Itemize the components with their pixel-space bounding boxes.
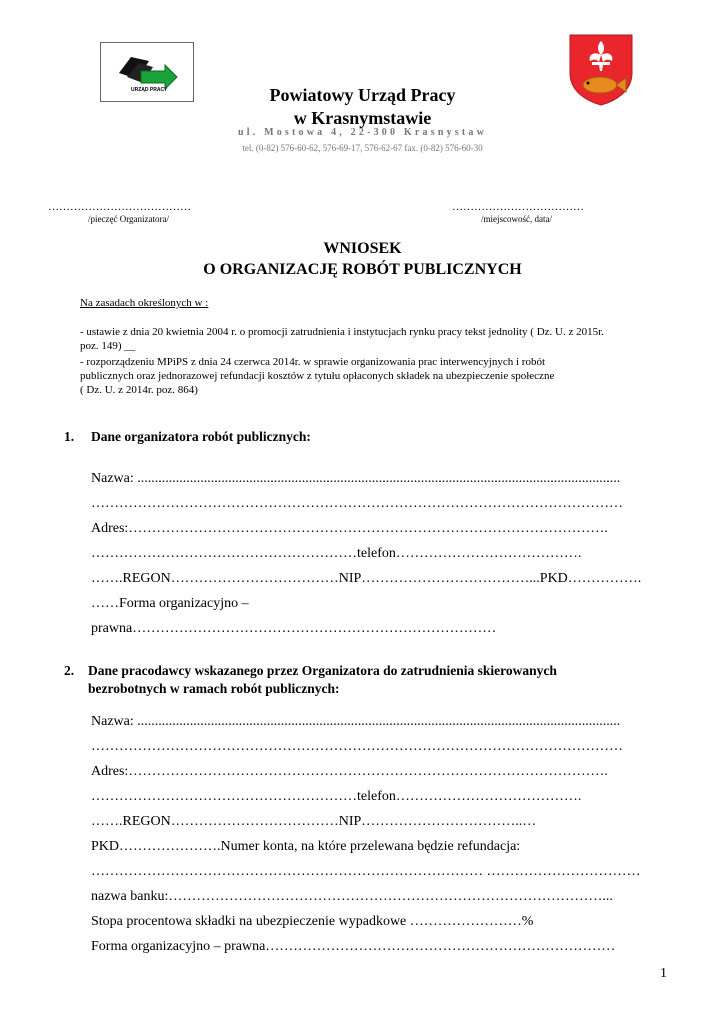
stamp-dots: ………………………………… [48,201,191,213]
employer-regon-nip-field[interactable]: …….REGON………………………………NIP……………………………..… [91,814,537,829]
employer-bank-field[interactable]: nazwa banku:…………………………………………………………………………………... [91,889,613,904]
employer-pkd-account-label[interactable]: PKD………………….Numer konta, na które przelewana będzie refundacja: [91,839,521,854]
org-regon-nip-pkd-field[interactable]: …….REGON………………………………NIP………………………………...PKD……………. [91,571,642,586]
place-date-dots: ……………………………… [452,201,584,213]
legal-item-2-line2: publicznych oraz jednorazowej refundacji kosztów z tytułu opłaconych składek na ubezpieczenie społeczne [80,370,555,382]
document-title [0,238,725,280]
employer-name-field-cont[interactable]: …………………………………………………………………………………………………… [91,739,623,754]
legal-item-1-line2: poz. 149) __ [80,340,136,352]
section-1-number: 1. [64,429,75,444]
employer-phone-field[interactable]: …………………………………………………telefon…………………………………. [91,789,582,804]
legal-item-2-line3: ( Dz. U. z 2014r. poz. 864) [80,384,198,396]
legal-item-2-line1: - rozporządzeniu MPiPS z dnia 24 czerwca 2014r. w sprawie organizowania prac interwencyjnych i robót [80,356,546,368]
org-name-field[interactable]: Nazwa: .......................................................................................................................................... [91,471,621,486]
employer-account-field[interactable]: ………………………………………………………………………… …………………………… [91,864,641,879]
stamp-label: /pieczęć Organizatora/ [88,214,170,224]
employer-name-field[interactable]: Nazwa: .......................................................................................................................................... [91,714,621,729]
org-name-field-cont[interactable]: …………………………………………………………………………………………………… [91,496,623,511]
employer-accident-rate-field[interactable]: Stopa procentowa składki na ubezpieczenie wypadkowe ……………………% [91,914,534,929]
page-number: 1 [660,966,667,981]
section-1-heading: Dane organizatora robót publicznych: [91,429,311,444]
section-2-heading-line1: Dane pracodawcy wskazanego przez Organizatora do zatrudnienia skierowanych [88,663,557,678]
office-name [0,84,725,130]
document-title-line2: O ORGANIZACJĘ ROBÓT PUBLICZNYCH [203,261,522,278]
section-2-heading-line2: bezrobotnych w ramach robót publicznych: [88,681,340,696]
employer-legal-form-field[interactable]: Forma organizacyjno – prawna………………………………………………………………… [91,939,616,954]
office-phones: tel. (0-82) 576-60-62, 576-69-17, 576-62-67 fax. (0-82) 576-60-30 [242,143,483,153]
section-2-number: 2. [64,663,75,678]
place-date-label: /miejscowość, data/ [481,214,552,224]
office-address: ul. Mostowa 4, 22-300 Krasnystaw [237,127,488,138]
org-legal-form-label: ……Forma organizacyjno – [91,596,249,611]
logo-text: URZĄD PRACY [131,87,168,93]
office-name-line1: Powiatowy Urząd Pracy [269,85,456,105]
org-legal-form-field[interactable]: prawna…………………………………………………………………… [91,621,497,636]
office-name-line2: w Krasnymstawie [293,108,432,128]
org-address-field[interactable]: Adres:…………………………………………………………………………………………. [91,521,608,536]
employer-address-field[interactable]: Adres:…………………………………………………………………………………………. [91,764,608,779]
document-title-line1: WNIOSEK [323,240,402,257]
legal-item-1-line1: - ustawie z dnia 20 kwietnia 2004 r. o promocji zatrudnienia i instytucjach rynku pracy tekst jednolity ( Dz. U. z 2015r. [80,326,604,338]
org-phone-field[interactable]: …………………………………………………telefon…………………………………. [91,546,582,561]
legal-basis-heading: Na zasadach określonych w : [80,297,209,309]
